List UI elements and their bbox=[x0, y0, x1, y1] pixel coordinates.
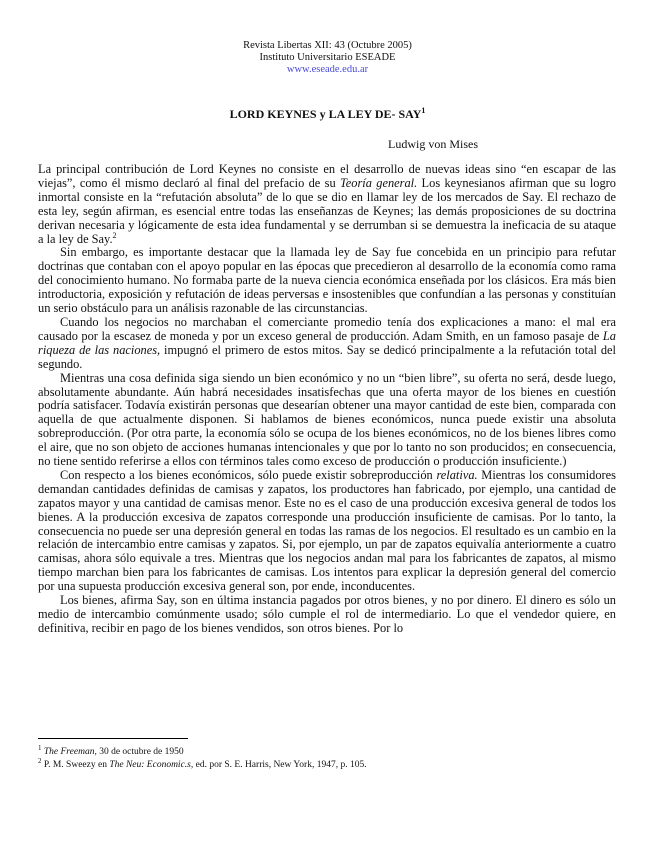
paragraph bbox=[38, 246, 616, 316]
paragraph-text: Los keynesianos afirman que su logro inmortal consiste en la “refutación absoluta” de lo que se dio en llamar ley de los mercados de Say. El rechazo de esta ley, según afirman, es esencial entre todas las enseñanzas de Keynes; las demás proposiciones de su doctrina derivan necesaria y lógicamente de esta idea fundamental y se derrumban si se demuestra la ineficacia de su ataque a la ley de Say. bbox=[38, 175, 617, 246]
paragraph bbox=[38, 316, 616, 372]
footnote-source: The Freeman, bbox=[43, 747, 97, 758]
author-name: Ludwig von Mises bbox=[388, 137, 478, 151]
emphasis-word: relativa. bbox=[436, 467, 478, 482]
book-title: Teoría general. bbox=[340, 175, 418, 190]
paragraph bbox=[38, 163, 616, 246]
paragraph-text: Mientras una cosa definida siga siendo un bien económico y no un “bien libre”, su oferta no será, desde luego, absolutamente abundante. Aún habrá necesidades insatisfechas que una oferta mayor de los bienes en cuestión podría satisfacer. Todavía existirán personas que desearían obtener una mayor cantidad de este bien, comparada con aquella de que actualmente disponen. Si hablamos de bienes económicos, nunca puede existir una absoluta sobreproducción. (Por otra parte, la economía sólo se ocupa de los bienes económicos, no de los bienes libres como el aire, que no son objeto de acciones humanas intencionales y que por lo tanto no son producidos; en consecuencia, no tiene sentido referirse a ellos con términos tales como exceso de producción o producción insuficiente.) bbox=[38, 370, 616, 469]
paragraph-text: Mientras los consumidores demandan cantidades definidas de camisas y zapatos, los productores han fabricado, por ejemplo, una cantidad de zapatos mayor y una cantidad de camisas menor. Este no es el caso de una producción excesiva general de todos los bienes. A la producción excesiva de zapatos corresponde una producción insuficiente de camisas. Por lo tanto, la consecuencia no puede ser una depresión general en todas las ramas de los negocios. El resultado es un cambio en la relación de intercambio entre camisas y zapatos. Si, por ejemplo, un par de zapatos equivalía anteriormente a cuatro camisas, ahora sólo equivale a tres. Mientras que los negocios andan mal para los fabricantes de zapatos, al mismo tiempo marchan bien para los fabricantes de camisas. Los intentos para explicar la depresión general del comercio por una supuesta producción excesiva general son, por ende, inconducentes. bbox=[38, 467, 617, 594]
footnote-ref[interactable]: 2 bbox=[112, 230, 117, 240]
article-body bbox=[38, 163, 616, 636]
book-title: La riqueza de las naciones, bbox=[38, 328, 616, 357]
institute-line: Instituto Universitario ESEADE bbox=[259, 52, 396, 63]
footnote-text: 30 de octubre de 1950 bbox=[96, 747, 184, 758]
footnote-text: P. M. Sweezy en bbox=[43, 760, 110, 771]
footnote-text: ed. por S. E. Harris, New York, 1947, p. 105. bbox=[193, 760, 367, 771]
paragraph bbox=[38, 372, 616, 469]
footnote-2 bbox=[38, 756, 367, 771]
journal-line: Revista Libertas XII: 43 (Octubre 2005) bbox=[243, 40, 412, 51]
footnote-source: The Neu: Economic.s, bbox=[109, 760, 194, 771]
paragraph-text: Los bienes, afirma Say, son en última instancia pagados por otros bienes, y no por dinero. El dinero es sólo un medio de intercambio comúnmente usado; sólo cumple el rol de intermediario. Lo que el vendedor quiere, en definitiva, recibir en pago de los bienes vendidos, son otros bienes. Por lo bbox=[38, 593, 616, 635]
url-line bbox=[0, 64, 655, 76]
paragraph bbox=[38, 469, 616, 594]
footnote-divider bbox=[38, 738, 188, 739]
paragraph-text: Con respecto a los bienes económicos, sólo puede existir sobreproducción bbox=[60, 467, 437, 482]
footnote-number: 2 bbox=[38, 757, 42, 765]
paragraph bbox=[38, 594, 616, 636]
paragraph-text: Cuando los negocios no marchaban el comerciante promedio tenía dos explicaciones a mano: el mal era causado por la escasez de moneda y por un exceso general de producción. Adam Smith, en un famoso pasaje de bbox=[38, 314, 616, 343]
article-title bbox=[0, 106, 655, 122]
title-footnote-ref[interactable]: 1 bbox=[421, 106, 426, 115]
footnote-number: 1 bbox=[38, 744, 42, 752]
title-text: LORD KEYNES y LA LEY DE- SAY bbox=[229, 107, 422, 121]
website-link[interactable]: www.eseade.edu.ar bbox=[286, 64, 369, 75]
paragraph-text: Sin embargo, es importante destacar que la llamada ley de Say fue concebida en un principio para refutar doctrinas que contaban con el apoyo popular en las épocas que precedieron al desarrollo de la economía como rama del conocimiento humano. No formaba parte de la nueva ciencia económica enseñada por los clásicos. Era más bien introductoria, exposición y refutación de ideas perversas e insostenibles que confundían a las personas y constituían un serio obstáculo para un análisis razonable de las circunstancias. bbox=[38, 245, 616, 316]
paragraph-text: La principal contribución de Lord Keynes no consiste en el desarrollo de nuevas ideas sino “en escapar de las viejas”, como él mismo declaró al final del prefacio de su bbox=[38, 162, 616, 190]
paragraph-text: impugnó el primero de estos mitos. Say se dedicó principalmente a la refutación total del segundo. bbox=[38, 342, 616, 371]
